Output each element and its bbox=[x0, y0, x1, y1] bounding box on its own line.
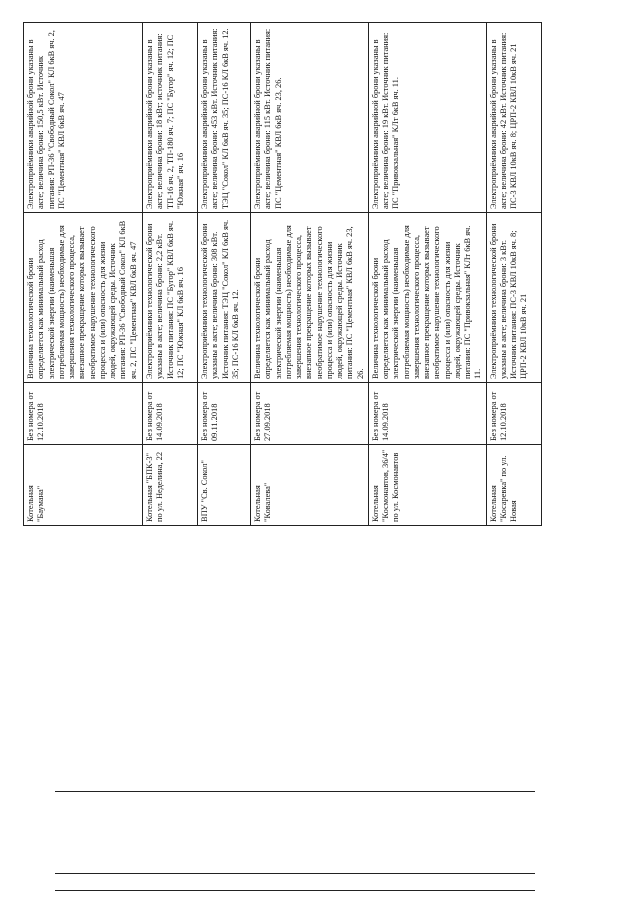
act-reference-cell: Без номера от 12.10.2018 bbox=[24, 383, 143, 445]
margin-line bbox=[55, 791, 535, 792]
act-reference-cell: Без номера от 12.10.2018 bbox=[486, 383, 541, 445]
margin-line bbox=[55, 873, 535, 874]
table-row bbox=[24, 23, 143, 526]
margin-line bbox=[55, 890, 535, 891]
act-reference-cell: Без номера от 27.09.2018 bbox=[251, 383, 369, 445]
emergency-reserve-cell: Электроприёмники аварийной брони указаны в акте; величина брони: 115 кВт. Источник питания: ПС "Цементная" КВЛ 6кВ яч. 23, 26. bbox=[251, 23, 369, 213]
facility-name-cell: Котельная "Косаревка" по ул. Новая bbox=[486, 445, 541, 526]
emergency-reserve-cell: Электроприёмники аварийной брони указаны в акте; величина брони: 18 кВт; источник питания: ТП-16 яч. 2, ТП-180 яч. 7; ПС "Бугор" яч. 12; ПС "Южная" яч. 16 bbox=[143, 23, 198, 213]
facility-name-cell: ВПУ "Св. Сокол" bbox=[198, 445, 251, 526]
table-row bbox=[368, 23, 486, 526]
facility-name-cell: Котельная "БПК-3" по ул. Неделина, 22 bbox=[143, 445, 198, 526]
emergency-reserve-cell: Электроприёмники аварийной брони указаны в акте; величина брони: 150,5 кВт. Источник питания: РП-36 "Свободный Сокол" КЛ 6кВ яч. 2, ПС "Цементная" КВЛ 6кВ яч. 47 bbox=[24, 23, 143, 213]
act-reference-cell: Без номера от 14.09.2018 bbox=[143, 383, 198, 445]
emergency-reserve-cell: Электроприёмники аварийной брони указаны в акте; величина брони: 19 кВт. Источник питания: ПС "Привокзальная" КЛт 6кВ яч. 11. bbox=[368, 23, 486, 213]
table-row bbox=[486, 23, 541, 526]
technological-reserve-cell: Электроприёмники технологической брони указаны в акте; величина брони: 3 кВт. Источник питания: ПС-3 КВЛ 10кВ яч. 8; ЦРП-2 КВЛ 10кВ яч. 21 bbox=[486, 213, 541, 383]
technological-reserve-cell: Электроприёмники технологической брони указаны в акте; величина брони: 2,2 кВт. Источник питания: ПС "Бугор" КВЛ 6кВ яч. 12; ПС "Южная" КЛ 6кВ яч. 16 bbox=[143, 213, 198, 383]
reservation-table bbox=[23, 22, 542, 526]
table-row bbox=[251, 23, 369, 526]
table-row bbox=[198, 23, 251, 526]
technological-reserve-cell: Величина технологической брони определяется как минимальный расход электрической энергии (наименьшая потребляемая мощность) необходимые для завершения технологического процесса, внезапное прекращение которых вызывает необратимое нарушение технологического процесса и (или) опасность для жизни людей, окружающей среды. Источник питания: РП-36 "Свободный Сокол" КЛ 6кВ яч. 2, ПС "Цементная" КВЛ 6кВ яч. 47 bbox=[24, 213, 143, 383]
facility-name-cell: Котельная "Ковалева" bbox=[251, 445, 369, 526]
technological-reserve-cell: Электроприёмники технологической брони указаны в акте; величина брони: 308 кВт. Источник питания: ТЭЦ "Сокол" КЛ 6кВ яч. 35; ПС-16 КЛ 6кВ яч. 12. bbox=[198, 213, 251, 383]
technological-reserve-cell: Величина технологической брони определяется как минимальный расход электрической энергии (наименьшая потребляемая мощность) необходимые для завершения технологического процесса, внезапное прекращение которых вызывает необратимое нарушение технологического процесса и (или) опасность для жизни людей, окружающей среды. Источник питания: ПС "Привокзальная" КЛт 6кВ яч. 11. bbox=[368, 213, 486, 383]
technological-reserve-cell: Величина технологической брони определяется как минимальный расход электрической энергии (наименьшая потребляемая мощность) необходимые для завершения технологического процесса, внезапное прекращение которых вызывает необратимое нарушение технологического процесса и (или) опасность для жизни людей, окружающей среды. Источник питания: ПС "Цементная" КВЛ 6кВ яч. 23, 26. bbox=[251, 213, 369, 383]
emergency-reserve-cell: Электроприёмники аварийной брони указаны в акте; величина брони: 42 кВт. Источник питания: ПС-3 КВЛ 10кВ яч. 8; ЦРП-2 КВЛ 10кВ яч. 21 bbox=[486, 23, 541, 213]
facility-name-cell: Котельная "Космонавтов, 36/4" по ул. Космонавтов bbox=[368, 445, 486, 526]
facility-name-cell: Котельная "Баумана" bbox=[24, 445, 143, 526]
act-reference-cell: Без номера от 09.11.2018 bbox=[198, 383, 251, 445]
emergency-reserve-cell: Электроприёмники аварийной брони указаны в акте; величина брони: 453 кВт. Источник питания: ТЭЦ "Сокол" КЛ 6кВ яч. 35; ПС-16 КЛ 6кВ яч. 12. bbox=[198, 23, 251, 213]
table-row bbox=[143, 23, 198, 526]
act-reference-cell: Без номера от 14.09.2018 bbox=[368, 383, 486, 445]
